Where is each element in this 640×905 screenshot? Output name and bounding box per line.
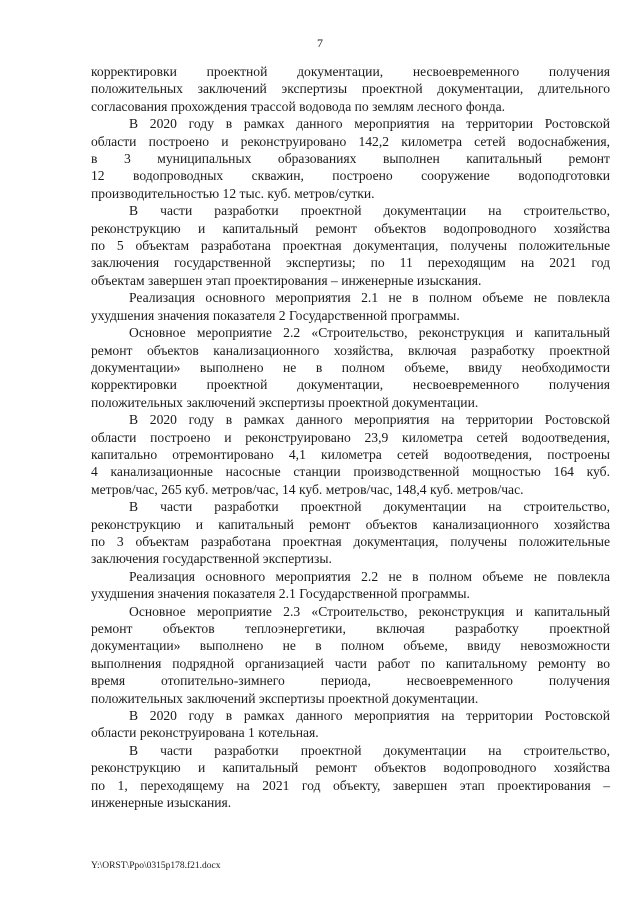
text-line: согласования прохождения трассой водовода по землям лесного фонда. [91,98,506,114]
paragraph [91,115,610,202]
text-line: ухудшения значения показателя 2 Государственной программы. [91,307,460,323]
text-line: Реализация основного мероприятия 2.2 не в полном объеме не повлекла [129,568,610,584]
text-line: время отопительно-зимнего периода, несвоевременного получения [91,673,610,689]
text-line: по 5 объектам разработана проектная документация, получены положительные [91,238,610,254]
text-line: В 2020 году в рамках данного мероприятия на территории Ростовской [129,708,610,724]
text-line: положительных заключений экспертизы проектной документации. [91,690,479,706]
text-line: инженерные изыскания. [91,795,232,811]
text-line: В части разработки проектной документации на строительство, [129,499,610,515]
text-line: ремонт объектов теплоэнергетики, включая разработку проектной [91,621,610,636]
text-line: реконструкцию и капитальный ремонт объектов водопроводного хозяйства [91,220,610,236]
paragraph [91,324,610,411]
text-line: Реализация основного мероприятия 2.1 не в полном объеме не повлекла [129,290,610,306]
text-line: документации» выполнено не в полном объеме, ввиду необходимости [91,359,610,375]
text-line: В части разработки проектной документации на строительство, [129,203,610,219]
text-line: 12 водопроводных скважин, построено сооружение водоподготовки [91,168,610,184]
footer-file-path: Y:\ORST\Ppo\0315p178.f21.docx [91,861,221,871]
paragraph [91,568,610,603]
text-line: 4 канализационные насосные станции производственной мощностью 164 куб. [91,464,610,480]
text-line: реконструкцию и капитальный ремонт объектов канализационного хозяйства [91,516,610,532]
text-line: заключения государственной экспертизы; по 11 переходящим на 2021 год [91,255,610,271]
text-line: метров/час, 265 куб. метров/час, 14 куб. метров/час, 148,4 куб. метров/час. [91,481,524,497]
text-line: заключения государственной экспертизы. [91,551,332,567]
text-line: ухудшения значения показателя 2.1 Государственной программы. [91,586,470,602]
text-line: ремонт объектов канализационного хозяйства, включая разработку проектной [91,342,610,358]
text-line: положительных заключений экспертизы проектной документации, длительного [91,81,610,97]
text-line: по 3 объектам разработана проектная документация, получены положительные [91,533,610,549]
text-line: в 3 муниципальных образованиях выполнен капитальный ремонт [91,151,610,167]
text-line: области реконструирована 1 котельная. [91,725,319,741]
text-line: производительностью 12 тыс. куб. метров/сутки. [91,185,375,201]
paragraph [91,707,610,742]
text-line: объектам завершен этап проектирования – инженерные изыскания. [91,272,482,288]
text-line: В 2020 году в рамках данного мероприятия на территории Ростовской [129,412,610,428]
text-line: Основное мероприятие 2.2 «Строительство, реконструкция и капитальный [129,325,610,341]
paragraph [91,411,610,498]
paragraph [91,63,610,115]
text-line: корректировки проектной документации, несвоевременного получения [91,64,610,79]
text-line: корректировки проектной документации, несвоевременного получения [91,377,610,393]
text-line: В 2020 году в рамках данного мероприятия на территории Ростовской [129,116,610,132]
paragraph [91,289,610,324]
paragraph [91,742,610,812]
text-line: документации» выполнено не в полном объеме, ввиду невозможности [91,638,610,654]
text-line: Основное мероприятие 2.3 «Строительство, реконструкция и капитальный [129,603,610,619]
text-line: капитально отремонтировано 4,1 километра сетей водоотведения, построены [91,446,610,462]
text-line: положительных заключений экспертизы проектной документации. [91,394,479,410]
text-line: В части разработки проектной документации на строительство, [129,742,610,758]
text-line: области построено и реконструировано 142,2 километра сетей водоснабжения, [91,133,610,149]
paragraph [91,202,610,289]
paragraph [91,603,610,707]
text-line: области построено и реконструировано 23,9 километра сетей водоотведения, [91,429,610,445]
paragraph [91,498,610,568]
text-line: реконструкцию и капитальный ремонт объектов водопроводного хозяйства [91,760,610,776]
page-number: 7 [317,36,323,50]
text-line: выполнения подрядной организацией части работ по капитальному ремонту во [91,655,610,671]
document-body [91,63,610,811]
text-line: по 1, переходящему на 2021 год объекту, завершен этап проектирования – [91,777,610,793]
